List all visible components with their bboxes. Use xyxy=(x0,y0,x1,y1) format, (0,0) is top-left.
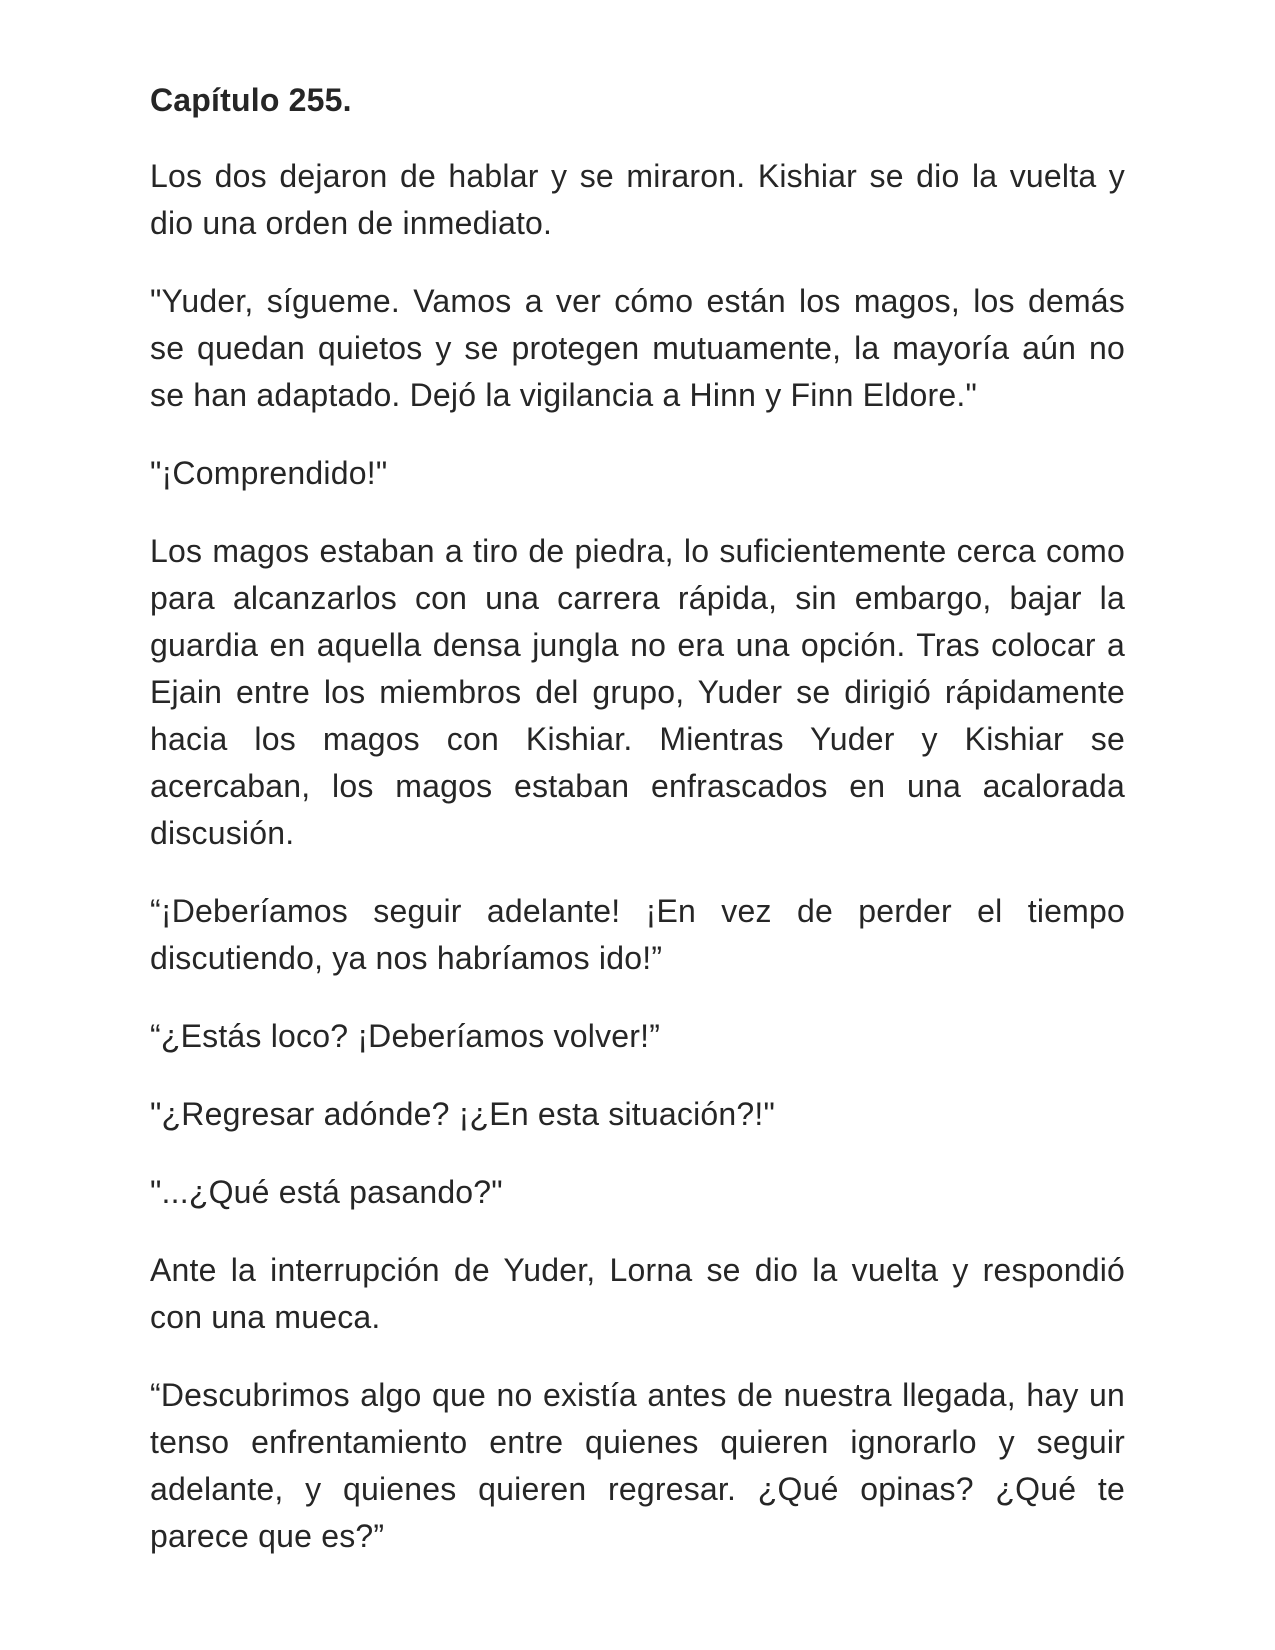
chapter-title: Capítulo 255. xyxy=(150,82,352,118)
paragraph-1: Los dos dejaron de hablar y se miraron. Kishiar se dio la vuelta y dio una orden de inmediato. xyxy=(150,158,1125,241)
paragraph-3: "¡Comprendido!" xyxy=(150,455,388,491)
paragraph-2: "Yuder, sígueme. Vamos a ver cómo están los magos, los demás se quedan quietos y se protegen mutuamente, la mayoría aún no se han adaptado. Dejó la vigilancia a Hinn y Finn Eldore." xyxy=(150,283,1125,413)
paragraph-6: “¿Estás loco? ¡Deberíamos volver!” xyxy=(150,1018,661,1054)
paragraph-9: Ante la interrupción de Yuder, Lorna se dio la vuelta y respondió con una mueca. xyxy=(150,1252,1125,1335)
paragraph-4: Los magos estaban a tiro de piedra, lo suficientemente cerca como para alcanzarlos con una carrera rápida, sin embargo, bajar la guardia en aquella densa jungla no era una opción. Tras colocar a Ejain entre los miembros del grupo, Yuder se dirigió rápidamente hacia los magos con Kishiar. Mientras Yuder y Kishiar se acercaban, los magos estaban enfrascados en una acalorada discusión. xyxy=(150,533,1125,851)
paragraph-10: “Descubrimos algo que no existía antes de nuestra llegada, hay un tenso enfrentamiento entre quienes quieren ignorarlo y seguir adelante, y quienes quieren regresar. ¿Qué opinas? ¿Qué te parece que es?” xyxy=(150,1377,1125,1554)
document-page xyxy=(150,76,1125,1591)
paragraph-7: "¿Regresar adónde? ¡¿En esta situación?!" xyxy=(150,1096,776,1132)
paragraph-5: “¡Deberíamos seguir adelante! ¡En vez de perder el tiempo discutiendo, ya nos habríamos ido!” xyxy=(150,893,1125,976)
paragraph-8: "...¿Qué está pasando?" xyxy=(150,1174,503,1210)
